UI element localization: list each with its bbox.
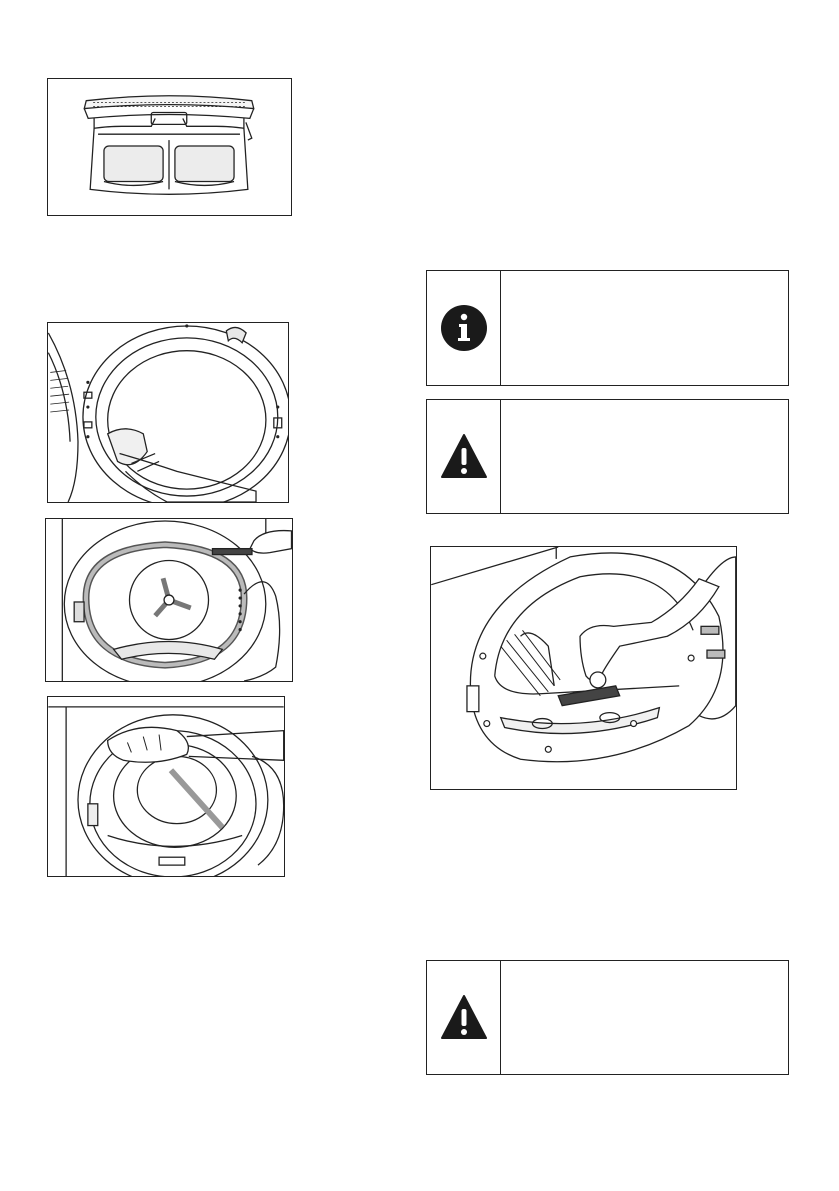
warning-icon-cell [427, 961, 501, 1074]
seal-brush-illustration [46, 519, 292, 681]
figure-lint-filter [47, 78, 292, 216]
info-icon [440, 304, 488, 352]
figure-door-wipe [47, 322, 289, 503]
figure-seal-brush [45, 518, 293, 682]
warning-note-text [501, 961, 788, 1074]
info-note [426, 270, 789, 386]
warning-icon-cell [427, 400, 501, 513]
info-note-text [501, 271, 788, 385]
figure-drum-wipe [47, 696, 285, 877]
warning-note [426, 399, 789, 514]
door-wipe-illustration [48, 323, 288, 502]
sensor-clean-illustration [431, 547, 736, 789]
warning-icon [440, 433, 488, 481]
warning-icon [440, 994, 488, 1042]
filter-illustration [48, 79, 291, 215]
info-icon-cell [427, 271, 501, 385]
figure-sensor-clean [430, 546, 737, 790]
drum-wipe-illustration [48, 697, 284, 876]
warning-note [426, 960, 789, 1075]
warning-note-text [501, 400, 788, 513]
